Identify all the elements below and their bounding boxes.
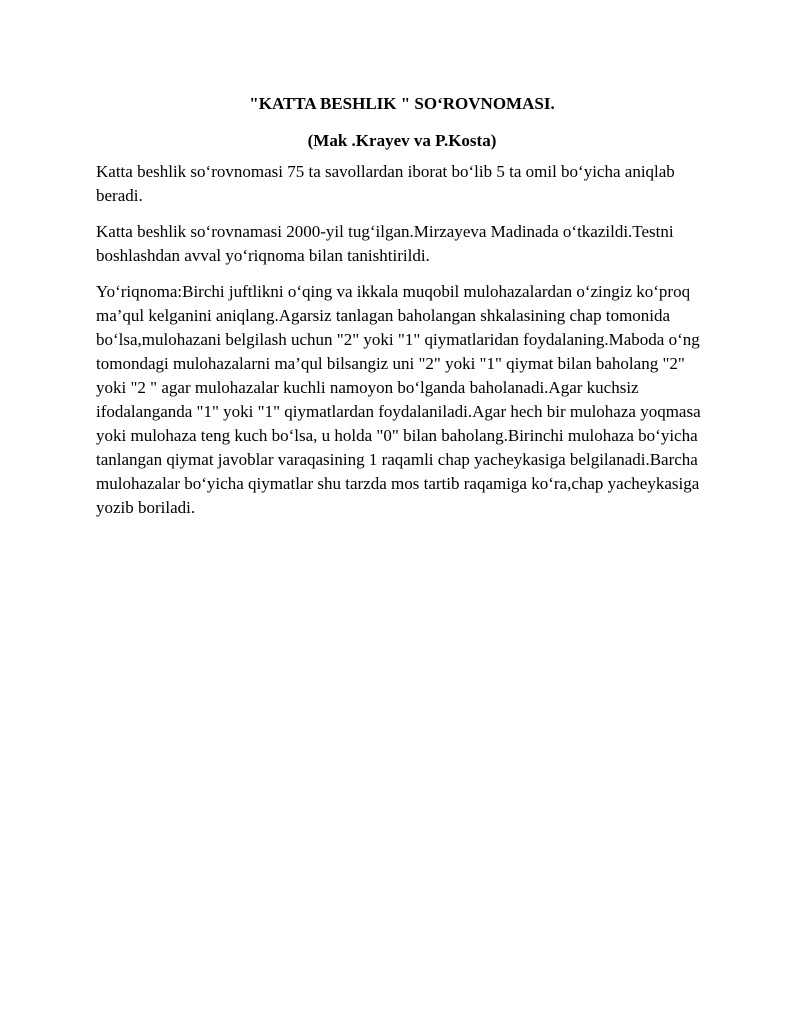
document-title: "KATTA BESHLIK " SO‘ROVNOMASI. bbox=[249, 94, 555, 113]
paragraph-instructions: Yo‘riqnoma:Birchi juftlikni o‘qing va ikkala muqobil mulohazalardan o‘zingiz ko‘proq ma’qul kelganini aniqlang.Agarsiz tanlagan baholangan shkalasining chap tomonida bo‘lsa,mulohazani belgilash uchun "2" yoki "1" qiymatlaridan foydalaning.Maboda o‘ng tomondagi mulohazalarni ma’qul bilsangiz uni "2" yoki "1" qiymat bilan baholang "2" yoki "2 " agar mulohazalar kuchli namoyon bo‘lganda baholanadi.Agar kuchsiz ifodalanganda "1" yoki "1" qiymatlardan foydalaniladi.Agar hech bir mulohaza yoqmasa yoki mulohaza teng kuch bo‘lsa, u holda "0" bilan baholang.Birinchi mulohaza bo‘yicha tanlangan qiymat javoblar varaqasining 1 raqamli chap yacheykasiga belgilanadi.Barcha mulohazalar bo‘yicha qiymatlar shu tarzda mos tartib raqamiga ko‘ra,chap yacheykasiga yozib boriladi. bbox=[96, 282, 701, 517]
paragraph-participant: Katta beshlik so‘rovnamasi 2000-yil tug‘ilgan.Mirzayeva Madinada o‘tkazildi.Testni boshlashdan avval yo‘riqnoma bilan tanishtirildi. bbox=[96, 222, 674, 265]
document-body bbox=[96, 92, 708, 532]
paragraph-intro: Katta beshlik so‘rovnomasi 75 ta savollardan iborat bo‘lib 5 ta omil bo‘yicha aniqlab beradi. bbox=[96, 162, 675, 205]
document-subtitle: (Mak .Krayev va P.Kosta) bbox=[307, 131, 497, 150]
